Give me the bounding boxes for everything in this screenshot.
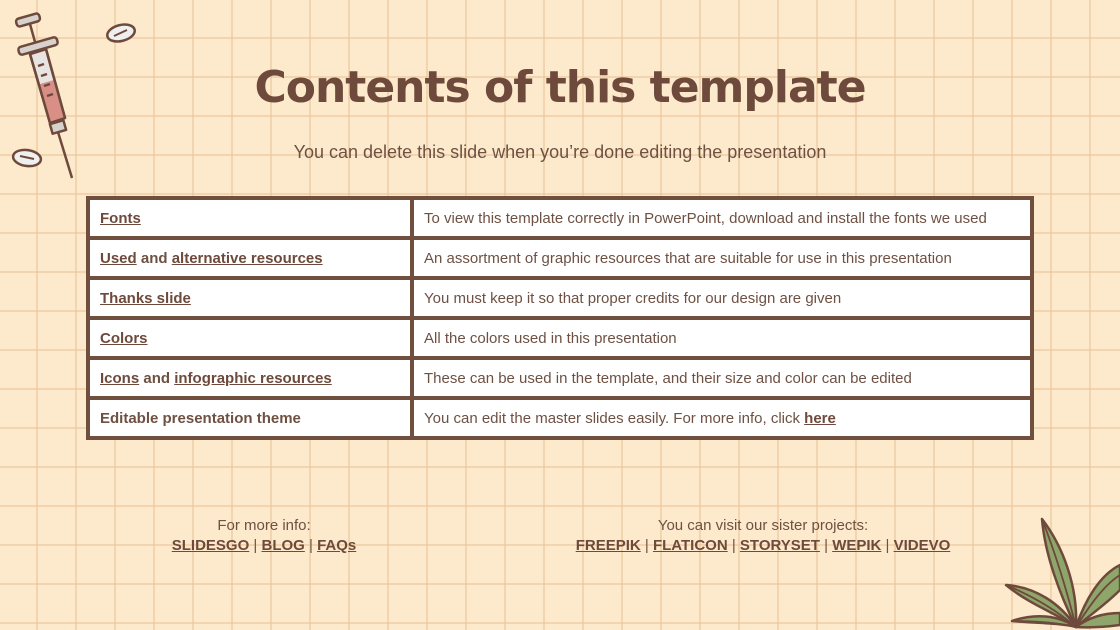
footer-link-blog[interactable]: BLOG [261,537,305,554]
link-separator: | [881,537,894,554]
table-cell-resource [88,278,412,318]
link-colors[interactable]: Colors [100,329,148,347]
table-cell-resource [88,358,412,398]
table-cell-description [412,398,1032,438]
footer-sister-projects [548,516,978,556]
footer-link-wepik[interactable]: WEPIK [832,537,882,554]
footer-more-info [151,516,377,556]
link-thanks-slide[interactable]: Thanks slide [100,289,191,307]
table-cell-description [412,358,1032,398]
table-cell-description [412,238,1032,278]
link-separator: | [640,537,653,554]
footer-link-freepik[interactable]: FREEPIK [575,537,641,554]
link-separator: | [249,537,262,554]
page-subtitle: You can delete this slide when you’re done editing the presentation [293,142,827,162]
pill-icon [104,21,138,45]
table-row [88,198,1032,238]
table-row [88,358,1032,398]
table-cell-resource [88,318,412,358]
link-separator: | [819,537,833,554]
table-row [88,238,1032,278]
link-alternative-resources[interactable]: alternative resources [171,249,323,267]
link-separator: | [304,537,318,554]
link-infographic-resources[interactable]: infographic resources [174,369,332,387]
table-row [88,398,1032,438]
contents-table [86,196,1034,440]
table-cell-resource [88,398,412,438]
footer-link-storyset[interactable]: STORYSET [739,537,820,554]
cell-text: An assortment of graphic resources that are suitable for use in this presentation [424,249,952,267]
link-separator: | [727,537,740,554]
link-here[interactable]: here [804,409,836,427]
cell-text: You can edit the master slides easily. For more info, click [424,409,805,427]
table-row [88,318,1032,358]
cell-text: and [139,369,175,387]
footer-sister-projects-links [548,536,978,556]
link-used[interactable]: Used [100,249,137,267]
link-icons[interactable]: Icons [100,369,140,387]
footer-link-flaticon[interactable]: FLATICON [652,537,728,554]
table-cell-description [412,318,1032,358]
cell-text: You must keep it so that proper credits for our design are given [424,289,842,307]
footer-more-info-links [151,536,377,556]
footer-more-info-label: For more info: [217,517,311,534]
cell-text: Editable presentation theme [100,409,301,427]
table-cell-description [412,278,1032,318]
footer-link-faqs[interactable]: FAQs [317,537,357,554]
cannabis-leaf-icon [1000,515,1120,630]
table-row [88,278,1032,318]
cell-text: and [136,249,172,267]
footer-link-slidesgo[interactable]: SLIDESGO [171,537,250,554]
page-title: Contents of this template [254,62,866,113]
table-cell-description [412,198,1032,238]
table-cell-resource [88,198,412,238]
cell-text: All the colors used in this presentation [424,329,677,347]
footer-link-videvo[interactable]: VIDEVO [893,537,951,554]
cell-text: To view this template correctly in PowerPoint, download and install the fonts we used [424,209,987,227]
link-fonts[interactable]: Fonts [100,209,141,227]
footer-sister-projects-label: You can visit our sister projects: [657,517,869,534]
table-cell-resource [88,238,412,278]
cell-text: These can be used in the template, and their size and color can be edited [424,369,912,387]
